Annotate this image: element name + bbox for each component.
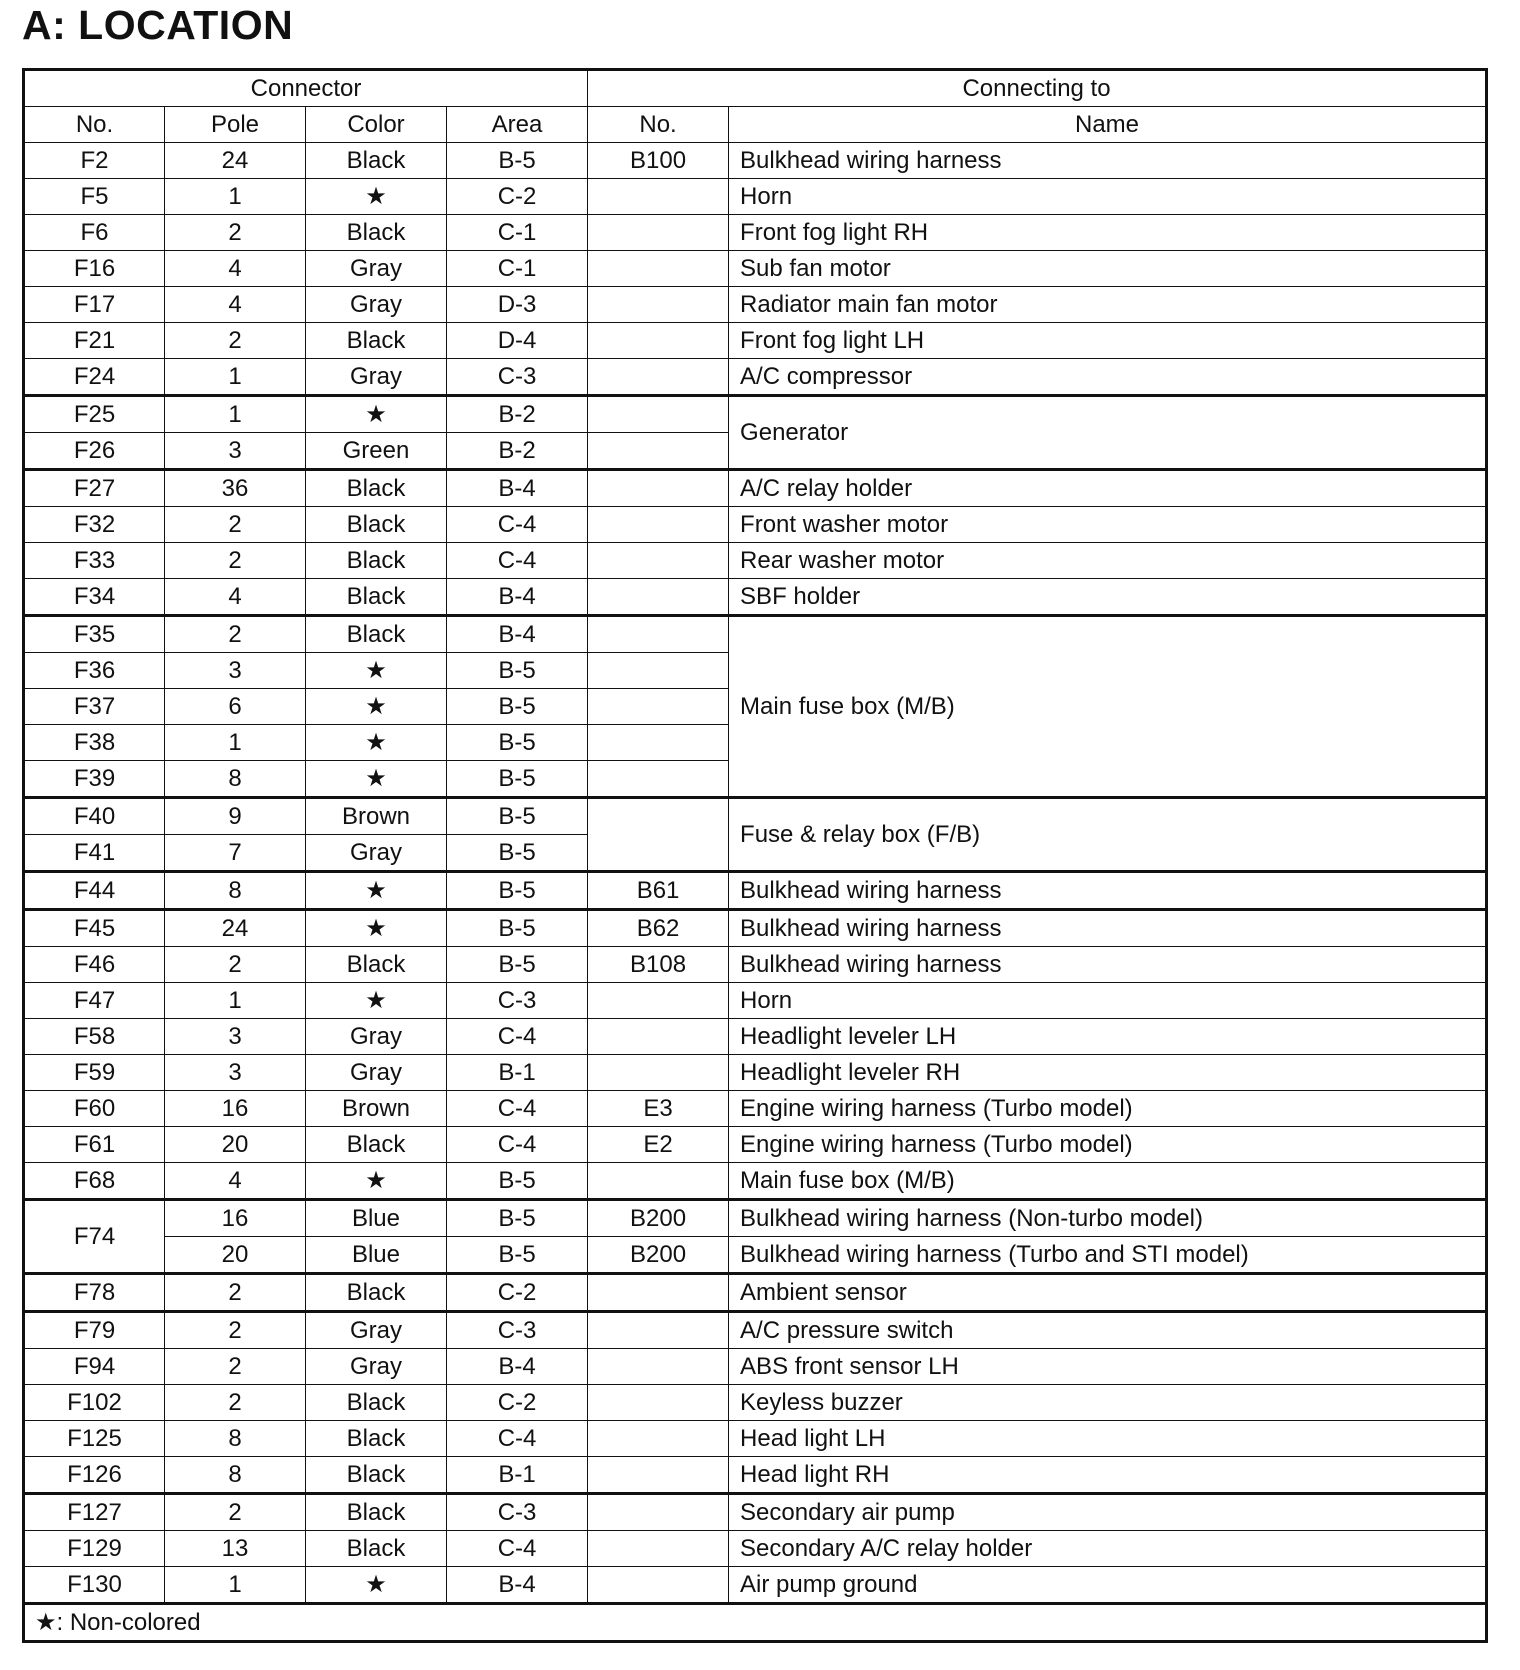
connector-no: F94 bbox=[24, 1349, 165, 1385]
pole: 3 bbox=[165, 1055, 306, 1091]
pole: 20 bbox=[165, 1127, 306, 1163]
connector-no: F130 bbox=[24, 1567, 165, 1604]
pole: 24 bbox=[165, 910, 306, 947]
area: B-5 bbox=[447, 872, 588, 910]
color: Gray bbox=[306, 1055, 447, 1091]
connecting-name: Bulkhead wiring harness (Turbo and STI model) bbox=[729, 1237, 1487, 1274]
connector-no: F40 bbox=[24, 798, 165, 835]
connecting-no bbox=[588, 470, 729, 507]
area: C-1 bbox=[447, 215, 588, 251]
connecting-no bbox=[588, 1055, 729, 1091]
connecting-name: Head light RH bbox=[729, 1457, 1487, 1494]
connecting-no bbox=[588, 725, 729, 761]
connector-no: F47 bbox=[24, 983, 165, 1019]
color: Black bbox=[306, 507, 447, 543]
connector-no: F45 bbox=[24, 910, 165, 947]
pole: 1 bbox=[165, 725, 306, 761]
pole: 3 bbox=[165, 433, 306, 470]
area: B-5 bbox=[447, 798, 588, 835]
connector-no: F59 bbox=[24, 1055, 165, 1091]
table-row bbox=[24, 1494, 1487, 1531]
connecting-no bbox=[588, 433, 729, 470]
pole: 1 bbox=[165, 1567, 306, 1604]
connecting-no bbox=[588, 1349, 729, 1385]
table-row bbox=[24, 323, 1487, 359]
color: Black bbox=[306, 1274, 447, 1312]
connecting-no bbox=[588, 579, 729, 616]
color: Black bbox=[306, 143, 447, 179]
area: B-5 bbox=[447, 653, 588, 689]
color: ★ bbox=[306, 653, 447, 689]
connecting-no bbox=[588, 396, 729, 433]
connector-no: F21 bbox=[24, 323, 165, 359]
table-row bbox=[24, 179, 1487, 215]
connecting-name: Front fog light LH bbox=[729, 323, 1487, 359]
connecting-name: Bulkhead wiring harness bbox=[729, 947, 1487, 983]
area: B-5 bbox=[447, 689, 588, 725]
color: Black bbox=[306, 1385, 447, 1421]
connector-no: F58 bbox=[24, 1019, 165, 1055]
table-row bbox=[24, 1531, 1487, 1567]
connector-no: F6 bbox=[24, 215, 165, 251]
connecting-no bbox=[588, 616, 729, 653]
color: Gray bbox=[306, 835, 447, 872]
color: Blue bbox=[306, 1237, 447, 1274]
color: Black bbox=[306, 470, 447, 507]
pole: 2 bbox=[165, 1349, 306, 1385]
connecting-name: A/C compressor bbox=[729, 359, 1487, 396]
area: B-2 bbox=[447, 396, 588, 433]
table-row bbox=[24, 1237, 1487, 1274]
connecting-name: Head light LH bbox=[729, 1421, 1487, 1457]
connecting-name: SBF holder bbox=[729, 579, 1487, 616]
color: Brown bbox=[306, 1091, 447, 1127]
connecting-no bbox=[588, 798, 729, 872]
area: C-4 bbox=[447, 1421, 588, 1457]
connecting-name: Fuse & relay box (F/B) bbox=[729, 798, 1487, 872]
connector-no: F68 bbox=[24, 1163, 165, 1200]
connecting-no: B200 bbox=[588, 1237, 729, 1274]
table-row bbox=[24, 1421, 1487, 1457]
connector-no: F37 bbox=[24, 689, 165, 725]
connector-no: F125 bbox=[24, 1421, 165, 1457]
connecting-name: Ambient sensor bbox=[729, 1274, 1487, 1312]
table-row bbox=[24, 1349, 1487, 1385]
pole: 2 bbox=[165, 947, 306, 983]
pole: 2 bbox=[165, 1312, 306, 1349]
table-row bbox=[24, 287, 1487, 323]
pole: 2 bbox=[165, 543, 306, 579]
header-pole: Pole bbox=[165, 107, 306, 143]
header-area: Area bbox=[447, 107, 588, 143]
connecting-no: E2 bbox=[588, 1127, 729, 1163]
connector-no: F129 bbox=[24, 1531, 165, 1567]
pole: 16 bbox=[165, 1200, 306, 1237]
header-no: No. bbox=[24, 107, 165, 143]
color: Black bbox=[306, 579, 447, 616]
connector-no: F60 bbox=[24, 1091, 165, 1127]
area: B-4 bbox=[447, 470, 588, 507]
pole: 3 bbox=[165, 1019, 306, 1055]
connector-no: F32 bbox=[24, 507, 165, 543]
connector-no: F27 bbox=[24, 470, 165, 507]
area: B-5 bbox=[447, 761, 588, 798]
table-row bbox=[24, 1163, 1487, 1200]
color: ★ bbox=[306, 872, 447, 910]
legend: ★: Non-colored bbox=[24, 1604, 1487, 1642]
pole: 13 bbox=[165, 1531, 306, 1567]
area: B-5 bbox=[447, 835, 588, 872]
pole: 2 bbox=[165, 215, 306, 251]
connecting-name: Rear washer motor bbox=[729, 543, 1487, 579]
connector-no: F78 bbox=[24, 1274, 165, 1312]
connecting-no bbox=[588, 543, 729, 579]
area: B-2 bbox=[447, 433, 588, 470]
connector-no: F33 bbox=[24, 543, 165, 579]
color: ★ bbox=[306, 1163, 447, 1200]
table-row bbox=[24, 1457, 1487, 1494]
table-row bbox=[24, 251, 1487, 287]
color: Black bbox=[306, 1457, 447, 1494]
table-row bbox=[24, 507, 1487, 543]
table-row bbox=[24, 983, 1487, 1019]
connector-no: F34 bbox=[24, 579, 165, 616]
area: B-1 bbox=[447, 1055, 588, 1091]
connector-no: F127 bbox=[24, 1494, 165, 1531]
connecting-name: Engine wiring harness (Turbo model) bbox=[729, 1127, 1487, 1163]
area: B-4 bbox=[447, 1349, 588, 1385]
connecting-no bbox=[588, 1567, 729, 1604]
area: C-4 bbox=[447, 1127, 588, 1163]
color: Gray bbox=[306, 1019, 447, 1055]
table-row bbox=[24, 1127, 1487, 1163]
color: Black bbox=[306, 947, 447, 983]
location-table bbox=[22, 68, 1488, 1643]
area: B-4 bbox=[447, 579, 588, 616]
connecting-no bbox=[588, 983, 729, 1019]
connecting-no bbox=[588, 1312, 729, 1349]
connector-no: F39 bbox=[24, 761, 165, 798]
area: B-5 bbox=[447, 1163, 588, 1200]
table-row bbox=[24, 1091, 1487, 1127]
connecting-name: Secondary air pump bbox=[729, 1494, 1487, 1531]
color: ★ bbox=[306, 761, 447, 798]
color: Black bbox=[306, 1494, 447, 1531]
header-connecting-to: Connecting to bbox=[588, 70, 1487, 107]
connecting-name: Front washer motor bbox=[729, 507, 1487, 543]
color: Black bbox=[306, 616, 447, 653]
connecting-name: ABS front sensor LH bbox=[729, 1349, 1487, 1385]
table-row bbox=[24, 1312, 1487, 1349]
header-color: Color bbox=[306, 107, 447, 143]
header-name: Name bbox=[729, 107, 1487, 143]
table-row bbox=[24, 579, 1487, 616]
connector-no: F35 bbox=[24, 616, 165, 653]
connecting-no bbox=[588, 1019, 729, 1055]
pole: 2 bbox=[165, 616, 306, 653]
pole: 7 bbox=[165, 835, 306, 872]
color: Black bbox=[306, 215, 447, 251]
table-row bbox=[24, 543, 1487, 579]
connecting-no bbox=[588, 1421, 729, 1457]
connecting-name: Headlight leveler RH bbox=[729, 1055, 1487, 1091]
area: D-4 bbox=[447, 323, 588, 359]
color: ★ bbox=[306, 396, 447, 433]
connecting-no bbox=[588, 1385, 729, 1421]
area: B-5 bbox=[447, 910, 588, 947]
connector-no: F36 bbox=[24, 653, 165, 689]
connecting-name: Front fog light RH bbox=[729, 215, 1487, 251]
color: Brown bbox=[306, 798, 447, 835]
area: C-3 bbox=[447, 359, 588, 396]
area: C-2 bbox=[447, 1274, 588, 1312]
connecting-no bbox=[588, 689, 729, 725]
connecting-no: B200 bbox=[588, 1200, 729, 1237]
connecting-name: Bulkhead wiring harness bbox=[729, 872, 1487, 910]
connector-no: F102 bbox=[24, 1385, 165, 1421]
connecting-name: Sub fan motor bbox=[729, 251, 1487, 287]
connecting-no bbox=[588, 1494, 729, 1531]
table-row bbox=[24, 1055, 1487, 1091]
area: D-3 bbox=[447, 287, 588, 323]
table-row bbox=[24, 470, 1487, 507]
connector-no: F74 bbox=[24, 1200, 165, 1274]
table-row bbox=[24, 1567, 1487, 1604]
table-row bbox=[24, 359, 1487, 396]
pole: 2 bbox=[165, 507, 306, 543]
table-row bbox=[24, 1385, 1487, 1421]
area: C-3 bbox=[447, 1312, 588, 1349]
color: Gray bbox=[306, 251, 447, 287]
table-row bbox=[24, 947, 1487, 983]
connecting-no bbox=[588, 1274, 729, 1312]
pole: 4 bbox=[165, 287, 306, 323]
connector-no: F46 bbox=[24, 947, 165, 983]
area: C-3 bbox=[447, 1494, 588, 1531]
color: ★ bbox=[306, 179, 447, 215]
connector-no: F44 bbox=[24, 872, 165, 910]
connecting-no bbox=[588, 215, 729, 251]
table-row bbox=[24, 1274, 1487, 1312]
connector-no: F16 bbox=[24, 251, 165, 287]
color: Gray bbox=[306, 1312, 447, 1349]
pole: 2 bbox=[165, 1385, 306, 1421]
connecting-name: Horn bbox=[729, 983, 1487, 1019]
pole: 8 bbox=[165, 1421, 306, 1457]
table-row bbox=[24, 910, 1487, 947]
color: Black bbox=[306, 323, 447, 359]
connecting-no bbox=[588, 179, 729, 215]
header-connector: Connector bbox=[24, 70, 588, 107]
connecting-no: B100 bbox=[588, 143, 729, 179]
pole: 2 bbox=[165, 323, 306, 359]
connecting-no bbox=[588, 359, 729, 396]
pole: 4 bbox=[165, 1163, 306, 1200]
pole: 4 bbox=[165, 251, 306, 287]
color: Gray bbox=[306, 359, 447, 396]
pole: 24 bbox=[165, 143, 306, 179]
connecting-no bbox=[588, 251, 729, 287]
pole: 16 bbox=[165, 1091, 306, 1127]
color: Black bbox=[306, 1421, 447, 1457]
table-row bbox=[24, 798, 1487, 835]
pole: 3 bbox=[165, 653, 306, 689]
connector-no: F17 bbox=[24, 287, 165, 323]
area: B-4 bbox=[447, 616, 588, 653]
pole: 1 bbox=[165, 359, 306, 396]
connecting-name: Generator bbox=[729, 396, 1487, 470]
connecting-name: Bulkhead wiring harness (Non-turbo model) bbox=[729, 1200, 1487, 1237]
connecting-name: A/C pressure switch bbox=[729, 1312, 1487, 1349]
pole: 8 bbox=[165, 872, 306, 910]
table-row bbox=[24, 215, 1487, 251]
connector-no: F41 bbox=[24, 835, 165, 872]
pole: 2 bbox=[165, 1494, 306, 1531]
color: Gray bbox=[306, 1349, 447, 1385]
pole: 6 bbox=[165, 689, 306, 725]
pole: 20 bbox=[165, 1237, 306, 1274]
pole: 1 bbox=[165, 179, 306, 215]
pole: 36 bbox=[165, 470, 306, 507]
color: Gray bbox=[306, 287, 447, 323]
connecting-name: Main fuse box (M/B) bbox=[729, 616, 1487, 798]
color: ★ bbox=[306, 689, 447, 725]
connecting-name: Bulkhead wiring harness bbox=[729, 910, 1487, 947]
connector-no: F24 bbox=[24, 359, 165, 396]
connecting-no bbox=[588, 323, 729, 359]
connecting-name: Main fuse box (M/B) bbox=[729, 1163, 1487, 1200]
area: C-2 bbox=[447, 179, 588, 215]
area: C-4 bbox=[447, 543, 588, 579]
connecting-name: Headlight leveler LH bbox=[729, 1019, 1487, 1055]
connecting-no: E3 bbox=[588, 1091, 729, 1127]
area: B-5 bbox=[447, 947, 588, 983]
area: C-1 bbox=[447, 251, 588, 287]
area: B-1 bbox=[447, 1457, 588, 1494]
connector-no: F126 bbox=[24, 1457, 165, 1494]
connector-no: F26 bbox=[24, 433, 165, 470]
connecting-name: Secondary A/C relay holder bbox=[729, 1531, 1487, 1567]
table-row bbox=[24, 396, 1487, 433]
connector-no: F61 bbox=[24, 1127, 165, 1163]
area: C-3 bbox=[447, 983, 588, 1019]
connecting-no bbox=[588, 761, 729, 798]
color: ★ bbox=[306, 910, 447, 947]
area: B-5 bbox=[447, 725, 588, 761]
connecting-no: B62 bbox=[588, 910, 729, 947]
page-title: A: LOCATION bbox=[22, 2, 294, 48]
table-row bbox=[24, 616, 1487, 653]
color: ★ bbox=[306, 983, 447, 1019]
connecting-name: Air pump ground bbox=[729, 1567, 1487, 1604]
connecting-name: Horn bbox=[729, 179, 1487, 215]
pole: 1 bbox=[165, 983, 306, 1019]
color: Black bbox=[306, 1531, 447, 1567]
connecting-no: B108 bbox=[588, 947, 729, 983]
connecting-name: Bulkhead wiring harness bbox=[729, 143, 1487, 179]
connector-no: F5 bbox=[24, 179, 165, 215]
connecting-name: Engine wiring harness (Turbo model) bbox=[729, 1091, 1487, 1127]
pole: 8 bbox=[165, 1457, 306, 1494]
connector-no: F2 bbox=[24, 143, 165, 179]
connecting-no bbox=[588, 287, 729, 323]
area: C-4 bbox=[447, 1531, 588, 1567]
connecting-no bbox=[588, 507, 729, 543]
connector-no: F79 bbox=[24, 1312, 165, 1349]
connecting-name: Keyless buzzer bbox=[729, 1385, 1487, 1421]
color: Blue bbox=[306, 1200, 447, 1237]
connecting-no: B61 bbox=[588, 872, 729, 910]
color: ★ bbox=[306, 1567, 447, 1604]
table-row bbox=[24, 1200, 1487, 1237]
connecting-name: A/C relay holder bbox=[729, 470, 1487, 507]
table-row bbox=[24, 1019, 1487, 1055]
color: Green bbox=[306, 433, 447, 470]
connecting-no bbox=[588, 1163, 729, 1200]
header-connecting-no: No. bbox=[588, 107, 729, 143]
area: C-4 bbox=[447, 507, 588, 543]
area: B-5 bbox=[447, 143, 588, 179]
area: C-4 bbox=[447, 1091, 588, 1127]
table-body bbox=[24, 143, 1487, 1604]
area: C-2 bbox=[447, 1385, 588, 1421]
area: C-4 bbox=[447, 1019, 588, 1055]
connecting-no bbox=[588, 653, 729, 689]
pole: 9 bbox=[165, 798, 306, 835]
color: Black bbox=[306, 543, 447, 579]
color: ★ bbox=[306, 725, 447, 761]
pole: 1 bbox=[165, 396, 306, 433]
connecting-no bbox=[588, 1457, 729, 1494]
pole: 8 bbox=[165, 761, 306, 798]
table-row bbox=[24, 872, 1487, 910]
color: Black bbox=[306, 1127, 447, 1163]
area: B-4 bbox=[447, 1567, 588, 1604]
pole: 4 bbox=[165, 579, 306, 616]
connector-no: F25 bbox=[24, 396, 165, 433]
connecting-name: Radiator main fan motor bbox=[729, 287, 1487, 323]
table-row bbox=[24, 143, 1487, 179]
area: B-5 bbox=[447, 1237, 588, 1274]
area: B-5 bbox=[447, 1200, 588, 1237]
connecting-no bbox=[588, 1531, 729, 1567]
pole: 2 bbox=[165, 1274, 306, 1312]
connector-no: F38 bbox=[24, 725, 165, 761]
